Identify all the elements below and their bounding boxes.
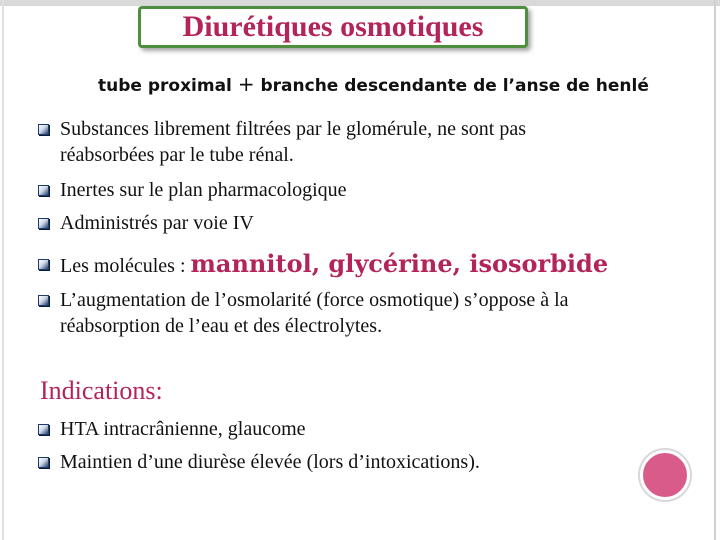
slide-title: Diurétiques osmotiques	[182, 10, 484, 43]
indication-item-2	[38, 449, 703, 475]
subtitle-part-1: tube proximal	[98, 76, 238, 96]
bullet-1-line-2: réabsorbées par le tube rénal.	[60, 144, 294, 166]
bullet-item-4	[38, 251, 703, 279]
checkbox-bullet-icon	[38, 185, 49, 196]
molecules-list: mannitol, glycérine, isosorbide	[190, 249, 609, 278]
indication-1-text: HTA intracrânienne, glaucome	[60, 418, 306, 440]
checkbox-bullet-icon	[38, 295, 49, 306]
slide-left-border	[2, 0, 4, 540]
bullet-5-line-1: L’augmentation de l’osmolarité (force osmotique) s’oppose à la	[60, 289, 569, 311]
decorative-circle-icon	[640, 450, 690, 500]
subtitle-plus: +	[237, 72, 255, 96]
indication-2-text: Maintien d’une diurèse élevée (lors d’intoxications).	[60, 451, 480, 473]
slide-subtitle	[98, 72, 649, 96]
checkbox-bullet-icon	[38, 218, 49, 229]
bullet-3-text: Administrés par voie IV	[60, 212, 254, 234]
bullet-4-text	[60, 251, 703, 279]
bullet-item-1	[38, 116, 703, 168]
bullet-item-3	[38, 210, 703, 236]
indications-heading: Indications:	[40, 376, 163, 405]
bullet-item-5	[38, 287, 703, 339]
checkbox-bullet-icon	[38, 259, 49, 270]
checkbox-bullet-icon	[38, 424, 49, 435]
bullet-2-text: Inertes sur le plan pharmacologique	[60, 179, 347, 201]
bullet-item-2	[38, 177, 703, 203]
indication-item-1	[38, 416, 703, 442]
checkbox-bullet-icon	[38, 457, 49, 468]
title-box	[138, 6, 528, 48]
subtitle-part-2: branche descendante de l’anse de henlé	[254, 76, 649, 96]
checkbox-bullet-icon	[38, 124, 49, 135]
bullet-1-line-1: Substances librement filtrées par le glomérule, ne sont pas	[60, 118, 526, 140]
molecules-label: Les molécules :	[60, 255, 191, 277]
slide-right-border	[714, 0, 716, 540]
bullet-5-line-2: réabsorption de l’eau et des électrolytes.	[60, 315, 383, 337]
